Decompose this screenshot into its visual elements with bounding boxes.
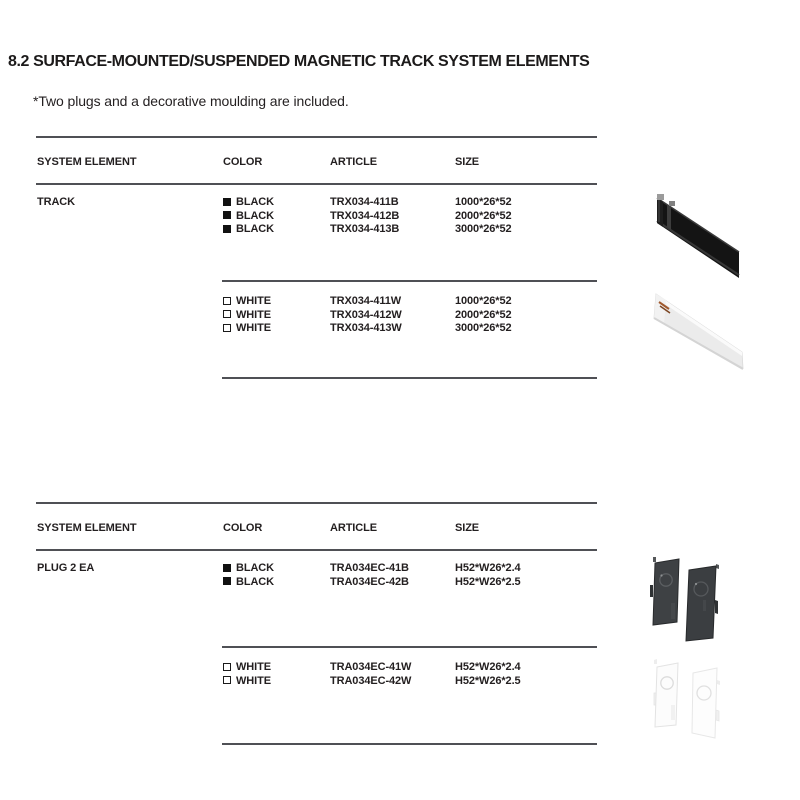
table-header-rule: [36, 549, 597, 551]
table-top-rule: [36, 136, 597, 138]
article-cell: TRX034-411W: [330, 295, 402, 307]
col-header-color: COLOR: [223, 522, 263, 534]
black-swatch-icon: [223, 564, 231, 572]
table-top-rule: [36, 502, 597, 504]
table-row: [36, 576, 597, 590]
included-note: *Two plugs and a decorative moulding are included.: [33, 93, 349, 109]
col-header-color: COLOR: [223, 156, 263, 168]
table-header-row: [36, 521, 597, 535]
size-cell: 3000*26*52: [455, 223, 512, 236]
color-label: BLACK: [236, 562, 274, 574]
group-divider-rule: [222, 280, 597, 282]
color-label: BLACK: [236, 196, 274, 208]
size-cell: H52*W26*2.5: [455, 575, 521, 588]
black-swatch-icon: [223, 577, 231, 585]
white-swatch-icon: [223, 310, 231, 318]
article-cell: TRX034-412B: [330, 209, 400, 222]
color-cell: [223, 295, 271, 309]
track-table: [36, 136, 597, 379]
article-cell: TRX034-412W: [330, 308, 402, 321]
black-swatch-icon: [223, 211, 231, 219]
size-cell: 3000*26*52: [455, 322, 512, 335]
black-swatch-icon: [223, 198, 231, 206]
col-header-article: ARTICLE: [330, 156, 377, 168]
table-row: [36, 675, 597, 689]
size-cell: 1000*26*52: [455, 295, 512, 307]
table-row: [36, 295, 597, 309]
table-row: [36, 196, 597, 210]
black-variant-group: [36, 196, 597, 237]
black-variant-group: [36, 562, 597, 589]
white-variant-group: [36, 295, 597, 336]
white-plugs-image: [640, 650, 730, 745]
color-label: WHITE: [236, 308, 271, 321]
black-plugs-image: [640, 555, 730, 650]
col-header-system-element: SYSTEM ELEMENT: [37, 156, 137, 168]
size-cell: 2000*26*52: [455, 209, 512, 222]
table-row: [36, 562, 597, 576]
color-cell: [223, 576, 274, 590]
table-row: [36, 322, 597, 336]
size-cell: 2000*26*52: [455, 308, 512, 321]
article-cell: TRA034EC-41B: [330, 562, 409, 574]
table-row: [36, 309, 597, 323]
color-cell: [223, 210, 274, 224]
color-label: BLACK: [236, 209, 274, 222]
table-bottom-rule: [222, 377, 597, 379]
table-row: [36, 661, 597, 675]
article-cell: TRA034EC-42B: [330, 575, 409, 588]
color-label: WHITE: [236, 322, 271, 335]
article-cell: TRX034-411B: [330, 196, 399, 208]
color-label: BLACK: [236, 575, 274, 588]
group-divider-rule: [222, 646, 597, 648]
color-label: WHITE: [236, 661, 271, 673]
size-cell: H52*W26*2.4: [455, 562, 521, 574]
article-cell: TRX034-413W: [330, 322, 402, 335]
table-header-row: [36, 155, 597, 169]
table-row: [36, 210, 597, 224]
white-swatch-icon: [223, 297, 231, 305]
page-title: 8.2 SURFACE-MOUNTED/SUSPENDED MAGNETIC TRACK SYSTEM ELEMENTS: [8, 52, 590, 70]
color-cell: [223, 675, 271, 689]
color-cell: [223, 223, 274, 237]
table-header-rule: [36, 183, 597, 185]
color-cell: [223, 196, 274, 210]
white-track-image: [640, 285, 750, 375]
black-track-image: [640, 188, 745, 283]
color-cell: [223, 661, 271, 675]
plug-table: [36, 502, 597, 745]
color-label: BLACK: [236, 223, 274, 236]
col-header-article: ARTICLE: [330, 522, 377, 534]
table-row: [36, 223, 597, 237]
article-cell: TRA034EC-41W: [330, 661, 412, 673]
system-element-label: PLUG 2 EA: [37, 562, 95, 574]
size-cell: 1000*26*52: [455, 196, 512, 208]
size-cell: H52*W26*2.5: [455, 674, 521, 687]
white-swatch-icon: [223, 676, 231, 684]
white-variant-group: [36, 661, 597, 688]
color-label: WHITE: [236, 674, 271, 687]
white-swatch-icon: [223, 324, 231, 332]
color-cell: [223, 309, 271, 323]
article-cell: TRA034EC-42W: [330, 674, 412, 687]
system-element-label: TRACK: [37, 196, 75, 208]
size-cell: H52*W26*2.4: [455, 661, 521, 673]
white-swatch-icon: [223, 663, 231, 671]
col-header-size: SIZE: [455, 156, 480, 168]
table-bottom-rule: [222, 743, 597, 745]
col-header-size: SIZE: [455, 522, 480, 534]
color-label: WHITE: [236, 295, 271, 307]
color-cell: [223, 562, 274, 576]
article-cell: TRX034-413B: [330, 223, 400, 236]
col-header-system-element: SYSTEM ELEMENT: [37, 522, 137, 534]
black-swatch-icon: [223, 225, 231, 233]
color-cell: [223, 322, 271, 336]
